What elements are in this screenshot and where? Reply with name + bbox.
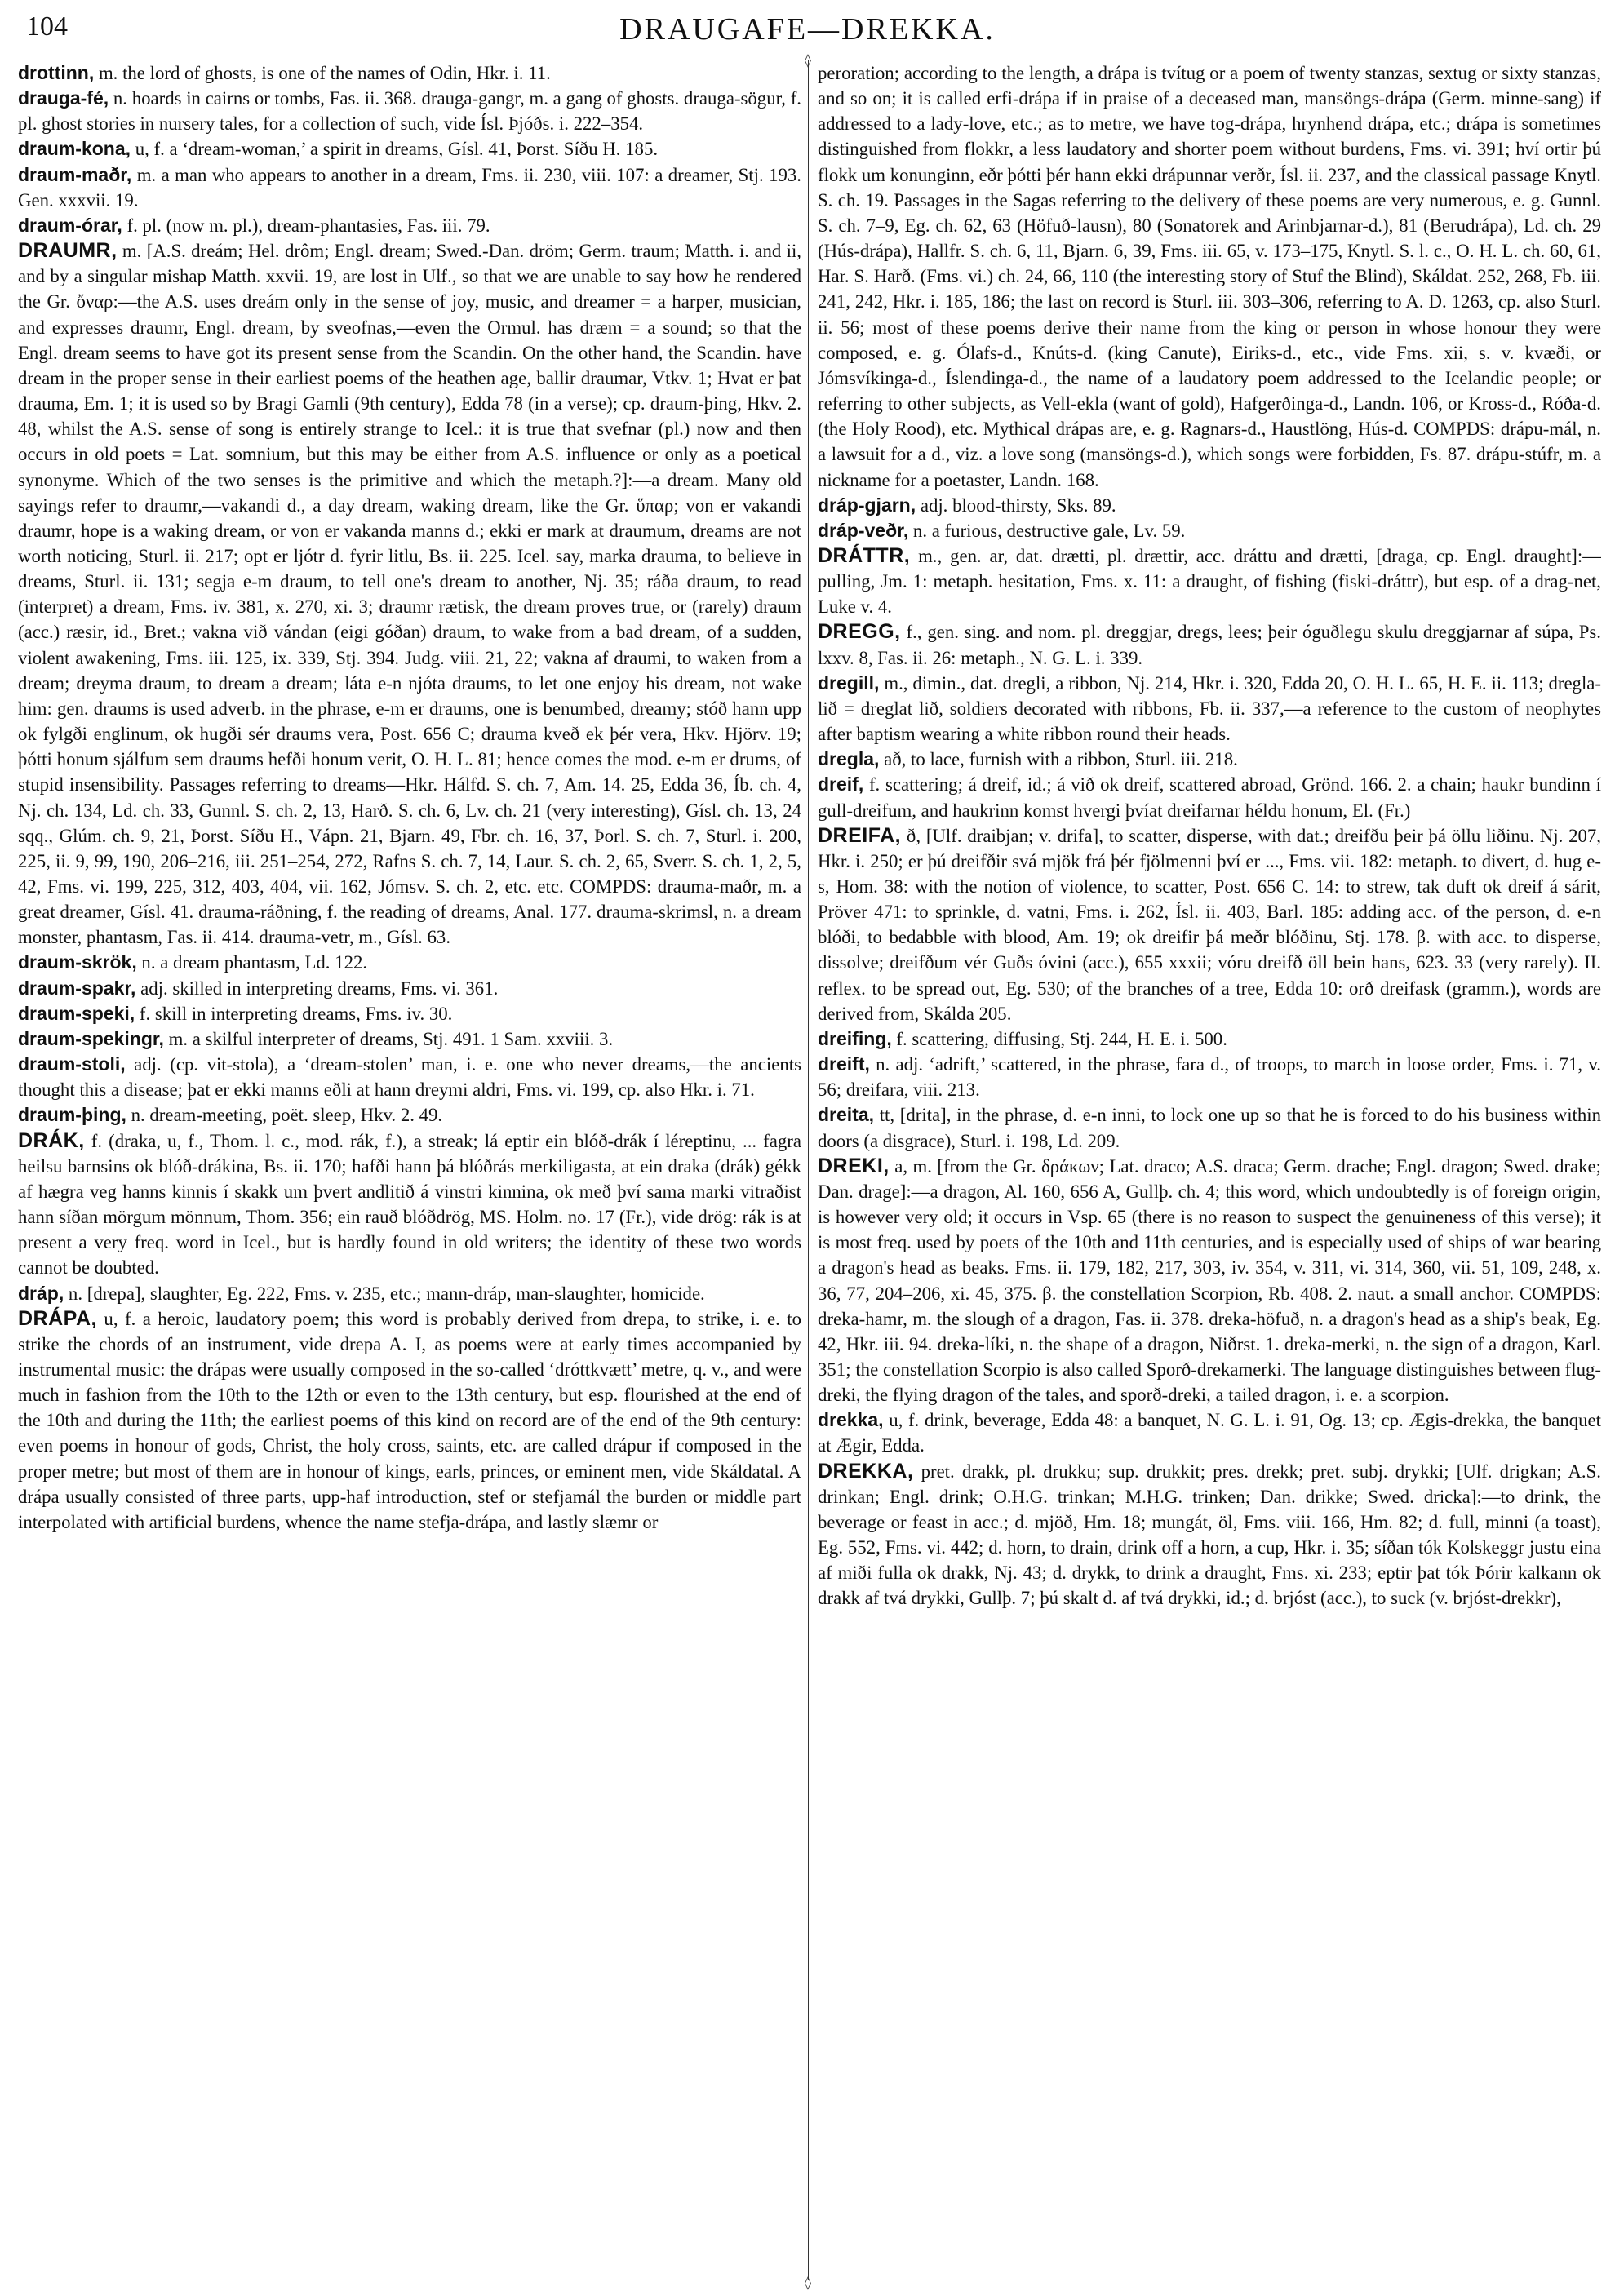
entry-body: n. dream-meeting, poët. sleep, Hkv. 2. 49. <box>126 1105 443 1126</box>
entry-body: f. skill in interpreting dreams, Fms. iv. 30. <box>135 1003 453 1024</box>
column-rule <box>808 60 809 2280</box>
entry-headword: drauga-fé, <box>18 87 109 109</box>
entry-headword: dráp, <box>18 1282 64 1304</box>
dictionary-entry <box>18 60 801 86</box>
entry-headword: dreifing, <box>818 1027 892 1049</box>
dictionary-entry <box>18 1052 801 1102</box>
entry-body: m. [A.S. dreám; Hel. drôm; Engl. dream; Swed.-Dan. dröm; Germ. traum; Matth. i. and ii, and by a singular mishap Matth. xxvii. 19, are lost in Ulf., so that we are unable to say how he rendered the Gr. ὄναρ:—the A.S. uses dreám only in the sense of joy, music, and dreamer = a harper, musician, and expresses draumr, Engl. dream, by sveofnas,—even the Ormul. has dræm = a sound; so that the Engl. dream seems to have got its present sense from the Scandin. On the other hand, the Scandin. have dream in the proper sense in their earliest poems of the heathen age, ballir draumar, Vtkv. 1; Hvat er þat drauma, Em. 1; it is used so by Bragi Gamli (9th century), Edda 78 (in a verse); cp. draum-þing, Hkv. 2. 48, whilst the A.S. sense of song is entirely strange to Icel.: it is true that svefnar (pl.) now and then occurs in old poets = Lat. somnium, but this may be either from A.S. influence or only as a poetical synonyme. Which of the two senses is the primitive and which the metaph.?]:—a dream. Many old sayings refer to draumr,—vakandi d., a day dream, waking dream, like the Gr. ὕπαρ; von er vakandi draumr, hope is a waking dream, or von er vakanda manns d.; ekki er mark at draumum, dreams are not worth noticing, Sturl. ii. 217; opt er ljótr d. fyrir litlu, Bs. ii. 225. Icel. say, marka drauma, to believe in dreams, Sturl. ii. 131; segja e-m draum, to tell one's dream to another, Nj. 35; ráða draum, to read (interpret) a dream, Fms. iv. 381, x. 270, xi. 3; draumr rætisk, the dream proves true, or (rarely) draum (acc.) ræsir, id., Bret.; vakna við vándan (eigi góðan) draum, to wake from a bad dream, of a sudden, violent awakening, Fms. iii. 125, ix. 339, Stj. 394. Judg. viii. 21, 22; vakna af draumi, to waken from a dream; dreyma draum, to dream a dream; láta e-n njóta draums, to let one enjoy his dream, not wake him: gen. draums is used adverb. in the phrase, e-m er draums, one is benumbed, dreamy; stóð hann upp ok fylgði englinum, ok hugði sér draums vera, Post. 656 C; drauma kveð ek þér vera, Hkv. Hjörv. 19; þótti honum sjálfum sem draums hefði honum verit, O. H. L. 81; hence comes the mod. e-m er drums, of stupid insensibility. Passages referring to dreams—Hkr. Hálfd. S. ch. 7, Am. 14. 25, Edda 36, Íb. ch. 4, Nj. ch. 134, Ld. ch. 33, Gunnl. S. ch. 2, 13, Harð. S. ch. 6, Lv. ch. 21 (very interesting), Gísl. ch. 13, 24 sqq., Glúm. ch. 9, 21, Þorst. Síðu H., Vápn. 21, Bjarn. 49, Fbr. ch. 16, 37, Þorl. S. ch. 7, Sturl. i. 200, 225, ii. 9, 99, 190, 206–216, iii. 251–254, 272, Rafns S. ch. 7, 14, Laur. S. ch. 2, 65, Sverr. S. ch. 1, 2, 5, 42, Fms. vi. 199, 225, 312, 403, 404, vii. 162, Jómsv. S. ch. 2, etc. etc. COMPDS: drauma-maðr, m. a great dreamer, Gísl. 41. drauma-ráðning, f. the reading of dreams, Anal. 177. drauma-skrimsl, n. a dream monster, phantasm, Fas. ii. 414. drauma-vetr, m., Gísl. 63. <box>18 241 801 948</box>
dictionary-entry <box>18 1281 801 1306</box>
entry-body: f., gen. sing. and nom. pl. dreggjar, dregs, lees; þeir óguðlegu skulu dreggjarnar af súpa, Ps. lxxv. 8, Fas. ii. 26: metaph., N. G. L. i. 339. <box>818 622 1601 668</box>
dictionary-entry <box>18 1128 801 1281</box>
entry-headword: draum-spakr, <box>18 977 136 999</box>
entry-body: m. the lord of ghosts, is one of the names of Odin, Hkr. i. 11. <box>94 63 551 83</box>
entry-body: f. pl. (now m. pl.), dream-phantasies, Fas. iii. 79. <box>122 215 490 236</box>
entry-body: pret. drakk, pl. drukku; sup. drukkit; pres. drekk; pret. subj. drykki; [Ulf. drigkan; A.S. drinkan; Engl. drink; O.H.G. trinkan; M.H.G. trinken; Dan. drikke; Swed. dricka]:—to drink, the beverage or feast in acc.; d. mjöð, Hm. 18; mungát, öl, Fms. viii. 166, Hm. 82; d. full, minni (a toast), Eg. 552, Fms. vi. 442; d. horn, to drain, drink off a horn, a cup, Hkr. i. 35; síðan tók Kolskeggr justu eina af miði fulla ok drakk, Nj. 43; d. drykk, to drink a draught, Fms. xi. 233; eptir þat tók Þórir kalkann ok drakk af tvá drykki, Gullþ. 7; þú skalt d. af tvá drykki, id.; d. brjóst (acc.), to suck (v. brjóst-drekkr), <box>818 1460 1601 1609</box>
entry-body: u, f. a ‘dream-woman,’ a spirit in dreams, Gísl. 41, Þorst. Síðu H. 185. <box>131 139 659 160</box>
rule-bottom-ornament: ◊ <box>805 2275 811 2290</box>
entry-body: m. a man who appears to another in a dream, Fms. ii. 230, viii. 107: a dreamer, Stj. 193. Gen. xxxvii. 19. <box>18 164 801 211</box>
entry-body: n. a dream phantasm, Ld. 122. <box>136 952 368 973</box>
dictionary-entry <box>818 1407 1601 1458</box>
right-column <box>818 60 1601 2280</box>
entry-headword: DREIFA, <box>818 823 902 847</box>
dictionary-entry <box>818 518 1601 543</box>
entry-headword: dregill, <box>818 672 880 694</box>
dictionary-entry <box>18 1026 801 1052</box>
dictionary-entry <box>818 1026 1601 1052</box>
dictionary-entry <box>818 543 1601 619</box>
dictionary-entry <box>818 1459 1601 1611</box>
entry-headword: DRAUMR, <box>18 239 118 263</box>
entry-body: adj. skilled in interpreting dreams, Fms. vi. 361. <box>135 977 499 999</box>
entry-body: u, f. a heroic, laudatory poem; this word is probably derived from drepa, to strike, i. e. to strike the chords of an instrument, vide drepa A. I, as poems were at early times accompanied by instrumental music: the drápas were usually composed in the so-called ‘dróttkvætt’ metre, q. v., and were much in fashion from the 10th to the 12th or even to the 13th century, but esp. flourished at the end of the 10th and during the 11th; the earliest poems of this kind on record are of the end of the 9th century: even poems in honour of gods, Christ, the holy cross, saints, etc. are called drápur if composed in the proper metre; but most of them are in honour of kings, earls, princes, or eminent men, vide Skáldatal. A drápa usually consisted of three parts, upp-haf introduction, stef or stefjamál the burden or middle part interpolated with artificial burdens, whence the name stefja-drápa, and lastly slæmr or <box>18 1308 801 1532</box>
dictionary-entry <box>818 1154 1601 1408</box>
dictionary-entry <box>18 1001 801 1026</box>
entry-headword: draum-skrök, <box>18 951 137 973</box>
entry-body: n. a furious, destructive gale, Lv. 59. <box>908 520 1186 541</box>
dictionary-entry <box>818 493 1601 518</box>
dictionary-entry <box>818 1052 1601 1102</box>
entry-headword: dreita, <box>818 1104 875 1126</box>
entry-headword: dregla, <box>818 748 880 770</box>
dictionary-entry <box>18 1306 801 1535</box>
entry-headword: dreift, <box>818 1053 870 1075</box>
entry-body: að, to lace, furnish with a ribbon, Sturl. iii. 218. <box>879 749 1238 770</box>
page-header <box>26 11 1589 54</box>
dictionary-entry <box>818 619 1601 670</box>
entry-headword: draum-þing, <box>18 1104 126 1126</box>
dictionary-entry <box>818 823 1601 1026</box>
entry-headword: DREGG, <box>818 620 901 644</box>
entry-headword: dreif, <box>818 773 864 796</box>
dictionary-entry <box>18 976 801 1001</box>
running-head: DRAUGAFE—DREKKA. <box>619 12 996 47</box>
dictionary-entry <box>18 136 801 162</box>
entry-headword: dráp-gjarn, <box>818 494 916 516</box>
entry-body: m., gen. ar, dat. drætti, pl. drættir, acc. dráttu and drætti, [draga, cp. Engl. draught]:—pulling, Jm. 1: metaph. hesitation, Fms. x. 11: a draught, of fishing (fiski-dráttr), but esp. of a drag-net, Luke v. 4. <box>818 545 1601 618</box>
entry-body: tt, [drita], in the phrase, d. e-n inni, to lock one up so that he is forced to do his business within doors (a disgrace), Sturl. i. 198, Ld. 209. <box>818 1105 1601 1151</box>
dictionary-entry <box>18 213 801 238</box>
dictionary-entry <box>18 86 801 136</box>
page-number: 104 <box>26 11 68 42</box>
entry-headword: DRÁPA, <box>18 1306 97 1330</box>
entry-body: n. [drepa], slaughter, Eg. 222, Fms. v. 235, etc.; mann-dráp, man-slaughter, homicide. <box>64 1283 705 1304</box>
rule-top-ornament: ◊ <box>805 52 811 68</box>
entry-body: ð, [Ulf. draibjan; v. drifa], to scatter, disperse, with dat.; dreifðu þeir þá öllu liðinu. Nj. 207, Hkr. i. 250; er þú dreifðir svá mjök frá þér fjölmenni því er ..., Fms. vii. 182: metaph. to divert, d. hug e-s, Hom. 38: with the notion of violence, to scatter, Post. 656 C. 14: to strew, tak duft ok dreif á sárit, Pröver 471: to sprinkle, d. vatni, Fms. i. 262, Ísl. ii. 403, Barl. 185: adding acc. of the person, d. e-n blóði, to bedabble with blood, Am. 19; ok dreifir þá meðr blóðinu, Stj. 178. β. with acc. to disperse, dissolve; dreifðum vér Guðs óvini (acc.), 655 xxxii; vóru dreifð öll bein hans, 623. 33 (very rarely). II. reflex. to be spread out, Eg. 530; of the branches of a tree, Edda 10: orð dreifask (gramm.), words are derived from, Skálda 205. <box>818 825 1601 1024</box>
entry-headword: DREKI, <box>818 1154 890 1177</box>
entry-headword: draum-maðr, <box>18 163 132 185</box>
entry-body: f. scattering; á dreif, id.; á við ok dreif, scattered abroad, Grönd. 166. 2. a chain; haukr bundinn í gull-dreifum, and haukrinn komst hvergi þvíat dreifarnar héldu honum, El. (Fr.) <box>818 774 1601 821</box>
entry-headword: draum-kona, <box>18 138 131 160</box>
entry-headword: drekka, <box>818 1409 884 1431</box>
dictionary-entry <box>818 747 1601 772</box>
entry-body: peroration; according to the length, a drápa is tvítug or a poem of twenty stanzas, sextug or sixty stanzas, and so on; it is called erfi-drápa if in praise of a deceased man, mansöngs-drápa (Germ. minne-sang) if addressed to a lady-love, etc.; as to metre, we have tog-drápa, hrynhend drápa, etc.; drápa is sometimes distinguished from flokkr, a less laudatory and shorter poem without burdens, Fms. vi. 391; hví ortir þú flokk um konunginn, eðr þótti þér hann ekki drápunnar verðr, Ísl. ii. 237, and the classical passage Knytl. S. ch. 19. Passages in the Sagas referring to the delivery of these poems are very numerous, e. g. Gunnl. S. ch. 7–9, Eg. ch. 62, 63 (Höfuð-lausn), 80 (Sonatorek and Arinbjarnar-d.), 81 (Berudrápa), Ld. ch. 29 (Hús-drápa), Hallfr. S. ch. 6, 11, Bjarn. 6, 39, Fms. iii. 65, v. 173–175, Knytl. S. l. c., O. H. L. ch. 60, 61, Har. S. Harð. (Fms. vi.) ch. 24, 66, 110 (the interesting story of Stuf the Blind), Skáldat. 252, 268, Fb. iii. 241, 242, Hkr. i. 185, 186; the last on record is Sturl. iii. 303–306, referring to A. D. 1263, cp. also Sturl. ii. 56; most of these poems derive their name from the king or person in whose honour they were composed, e. g. Ólafs-d., Knúts-d. (king Canute), Eiriks-d., etc., vide Fms. xii, s. v. kvæði, or Jómsvíkinga-d., Íslendinga-d., the name of a laudatory poem addressed to the Icelandic people; or referring to other subjects, as Vell-ekla (want of gold), Hafgerðinga-d., Landn. 106, or Kross-d., Róða-d. (the Holy Rood), etc. Mythical drápas are, e. g. Ragnars-d., Haustlöng, Hús-d. COMPDS: drápu-mál, n. a lawsuit for a d., viz. a love song (mansöngs-d.), which songs were forbidden, Fs. 87. drápu-stúfr, m. a nickname for a poetaster, Landn. 168. <box>818 63 1601 490</box>
entry-headword: draum-stoli, <box>18 1053 126 1075</box>
entry-headword: draum-spekingr, <box>18 1027 164 1049</box>
entry-headword: DRÁTTR, <box>818 543 911 567</box>
entry-body: a, m. [from the Gr. δράκων; Lat. draco; A.S. draca; Germ. drache; Engl. dragon; Swed. drake; Dan. drage]:—a dragon, Al. 160, 656 A, Gullþ. ch. 4; this word, which undoubtedly is of foreign origin, is however very old; it occurs in Vsp. 65 (there is no reason to suspect the genuineness of this verse); it is most freq. used by poets of the 10th and 11th centuries, and is especially used of ships of war bearing a dragon's head as beaks. Fms. ii. 179, 182, 217, 303, iv. 354, v. 311, vi. 314, 360, vii. 51, 109, 248, x. 36, 77, 204–206, xi. 45, 375. β. the constellation Scorpion, Rb. 408. 2. naut. a small anchor. COMPDS: dreka-hamr, m. the slough of a dragon, Fas. ii. 378. dreka-höfuð, n. a dragon's head as a ship's beak, Eg. 42, Hkr. iii. 94. dreka-líki, n. the shape of a dragon, Niðrst. 1. dreka-merki, n. the sign of a dragon, Karl. 351; the constellation Scorpio is also called Sporð-drekamerki. The language distinguishes between flug-dreki, the flying dragon of the tales, and sporð-dreki, a tailed dragon, i. e. a scorpion. <box>818 1155 1601 1406</box>
dictionary-entry <box>18 950 801 975</box>
entry-body: f. scattering, diffusing, Stj. 244, H. E. i. 500. <box>891 1028 1227 1049</box>
entry-body: adj. blood-thirsty, Sks. 89. <box>916 494 1116 516</box>
entry-body: adj. (cp. vit-stola), a ‘dream-stolen’ man, i. e. one who never dreams,—the ancients thought this a disease; þat er ekki manns eðli at hann dreymi aldri, Fms. vi. 199, cp. also Hkr. i. 71. <box>18 1054 801 1101</box>
dictionary-entry <box>818 60 1601 493</box>
entry-body: u, f. drink, beverage, Edda 48: a banquet, N. G. L. i. 91, Og. 13; cp. Ægis-drekka, the banquet at Ægir, Edda. <box>818 1410 1601 1456</box>
dictionary-entry <box>818 671 1601 747</box>
dictionary-entry <box>18 1102 801 1128</box>
left-column <box>18 60 801 2280</box>
entry-body: m., dimin., dat. dregli, a ribbon, Nj. 214, Hkr. i. 320, Edda 20, O. H. L. 65, H. E. ii. 113; dregla-lið = dreglat lið, soldiers decorated with ribbons, Fb. ii. 337,—a reference to the custom of neophytes after baptism wearing a white ribbon round their heads. <box>818 672 1601 745</box>
dictionary-entry <box>18 238 801 950</box>
entry-headword: drottinn, <box>18 62 95 83</box>
entry-body: m. a skilful interpreter of dreams, Stj. 491. 1 Sam. xxviii. 3. <box>163 1028 614 1049</box>
entry-body: f. (draka, u, f., Thom. l. c., mod. rák, f.), a streak; lá eptir ein blóð-drák í léreptinu, ... fagra heilsu barnsins ok blóð-drákina, Bs. ii. 170; hafði hann þá blóðrás merkiligasta, at ein draka (drák) gékk af hægra veg hanns kinnis í skakk um þvert andlitið á vinstri kinnina, ok með því sama marki vitraðist hann síðan mörgum mönnum, Thom. 356; ein rauð blóðdrög, MS. Holm. no. 17 (Fr.), vide drög: rák is at present a very freq. word in Icel., but is hardly found in old writers; the identity of these two words cannot be doubted. <box>18 1130 801 1279</box>
entry-headword: draum-speki, <box>18 1002 135 1024</box>
dictionary-entry <box>818 772 1601 822</box>
dictionary-entry <box>818 1102 1601 1153</box>
entry-headword: draum-órar, <box>18 214 122 236</box>
entry-headword: dráp-veðr, <box>818 519 909 541</box>
entry-headword: DRÁK, <box>18 1128 85 1152</box>
entry-headword: DREKKA, <box>818 1459 914 1483</box>
entry-body: n. adj. ‘adrift,’ scattered, in the phrase, fara d., of troops, to march in loose order, Fms. i. 71, v. 56; dreifara, viii. 213. <box>818 1054 1601 1101</box>
entry-body: n. hoards in cairns or tombs, Fas. ii. 368. drauga-gangr, m. a gang of ghosts. drauga-sögur, f. pl. ghost stories in nursery tales, for a collection of such, vide Ísl. Þjóðs. i. 222–354. <box>18 88 801 135</box>
dictionary-entry <box>18 162 801 213</box>
